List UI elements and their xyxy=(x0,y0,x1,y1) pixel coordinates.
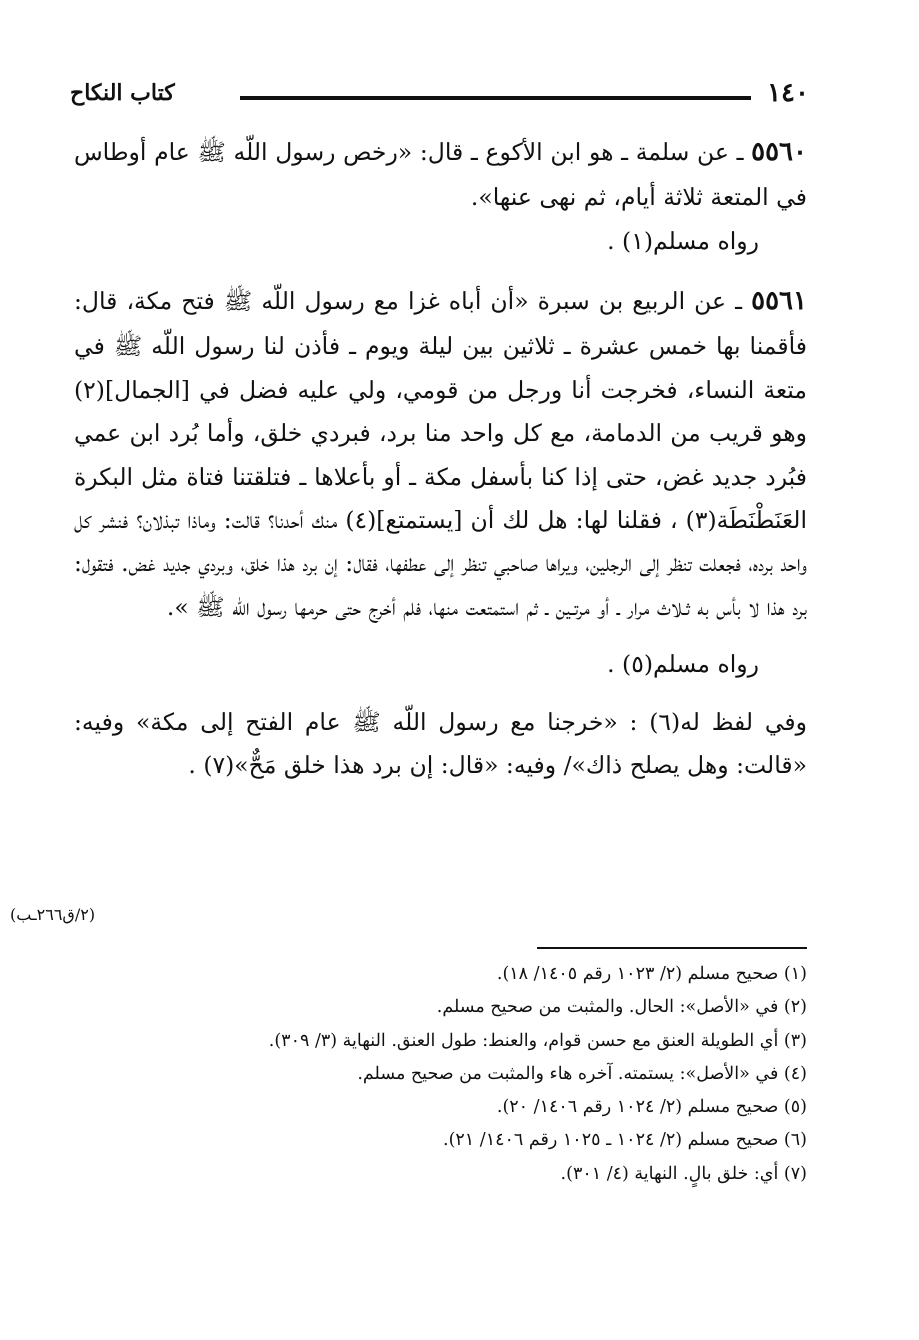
footnote: (٦) صحيح مسلم (٢/ ١٠٢٤ ـ ١٠٢٥ رقم ١٤٠٦/ ٢١). xyxy=(443,1130,807,1151)
footnotes xyxy=(120,958,807,1191)
hadith-source: رواه مسلم(٥) . xyxy=(607,650,759,679)
hadith-5561 xyxy=(74,277,807,629)
footnote: (٥) صحيح مسلم (٢/ ١٠٢٤ رقم ١٤٠٦/ ٢٠). xyxy=(496,1097,807,1117)
footnote-separator xyxy=(537,947,807,949)
header-rule xyxy=(240,96,751,100)
page-number: ١٤٠ xyxy=(767,78,809,108)
hadith-source: رواه مسلم(١) . xyxy=(607,226,759,255)
chapter-title: كتاب النكاح xyxy=(70,80,175,106)
hadith-text: ـ عن الربيع بن سبرة «أن أباه غزا مع رسول اللّه ﷺ فتح مكة، قال: فأقمنا بها خمس عشرة ـ ثلاثين بين ليلة ويوم ـ فأذن لنا رسول اللّه ﷺ في متعة النساء، فخرجت أنا ورجل من قومي، ولي عليه فضل في [الجمال](٢) وهو قريب من الدمامة، مع كل واحد منا برد، فبردي خلق، وأما بُرد ابن عمي فبُرد جديد غض، حتى إذا كنا بأسفل مكة ـ أو بأعلاها ـ فتلقتنا فتاة مثل البكرة العَنَطْنَطَة(٣) ، فقلنا لها: هل لك أن [يستمتع](٤) منك أحدنا؟ قالت: وماذا تبذلان؟ فنشر كل واحد برده، فجعلت تنظر إلى الرجلين، ويراها صاحبي تنظر إلى عطفها، فقال: إن برد هذا خلق، وبردي جديد غض. فتقول: برد هذا لا بأس به ثـلاث مرار ـ أو مرتـين ـ ثم استمتعت منها، فلم أخرج حتى حرمها رسول اللّه ﷺ ». xyxy=(74,287,807,621)
hadith-text: ـ عن سلمة ـ هو ابن الأكوع ـ قال: «رخص رسول اللّه ﷺ عام أوطاس في المتعة ثلاثة أيام، ثم نهى عنها». xyxy=(74,138,807,212)
hadith-5560 xyxy=(74,128,807,220)
main-text xyxy=(74,128,807,788)
page-header xyxy=(70,78,809,112)
hadith-number: ٥٥٦٠ xyxy=(751,137,807,167)
footnote: (٢) في «الأصل»: الحال. والمثبت من صحيح مسلم. xyxy=(436,997,807,1018)
footnote: (٣) أي الطويلة العنق مع حسن قوام، والعنط: طول العنق. النهاية (٣/ ٣٠٩). xyxy=(268,1030,807,1051)
footnote: (١) صحيح مسلم (٢/ ١٠٢٣ رقم ١٤٠٥/ ١٨). xyxy=(496,964,807,984)
footnote: (٧) أي: خلق بالٍ. النهاية (٤/ ٣٠١). xyxy=(560,1163,807,1184)
footnote: (٤) في «الأصل»: يستمته. آخره هاء والمثبت من صحيح مسلم. xyxy=(357,1063,807,1084)
manuscript-folio-note: (٢/ق٢٦٦ـب) xyxy=(10,905,96,924)
hadith-variant: وفي لفظ له(٦) : «خرجنا مع رسول اللّه ﷺ عام الفتح إلى مكة» وفيه: «قالت: وهل يصلح ذاك»/ وفيه: «قال: إن برد هذا خلق مَحٌّ»(٧) . xyxy=(74,707,807,780)
hadith-number: ٥٥٦١ xyxy=(751,286,807,317)
